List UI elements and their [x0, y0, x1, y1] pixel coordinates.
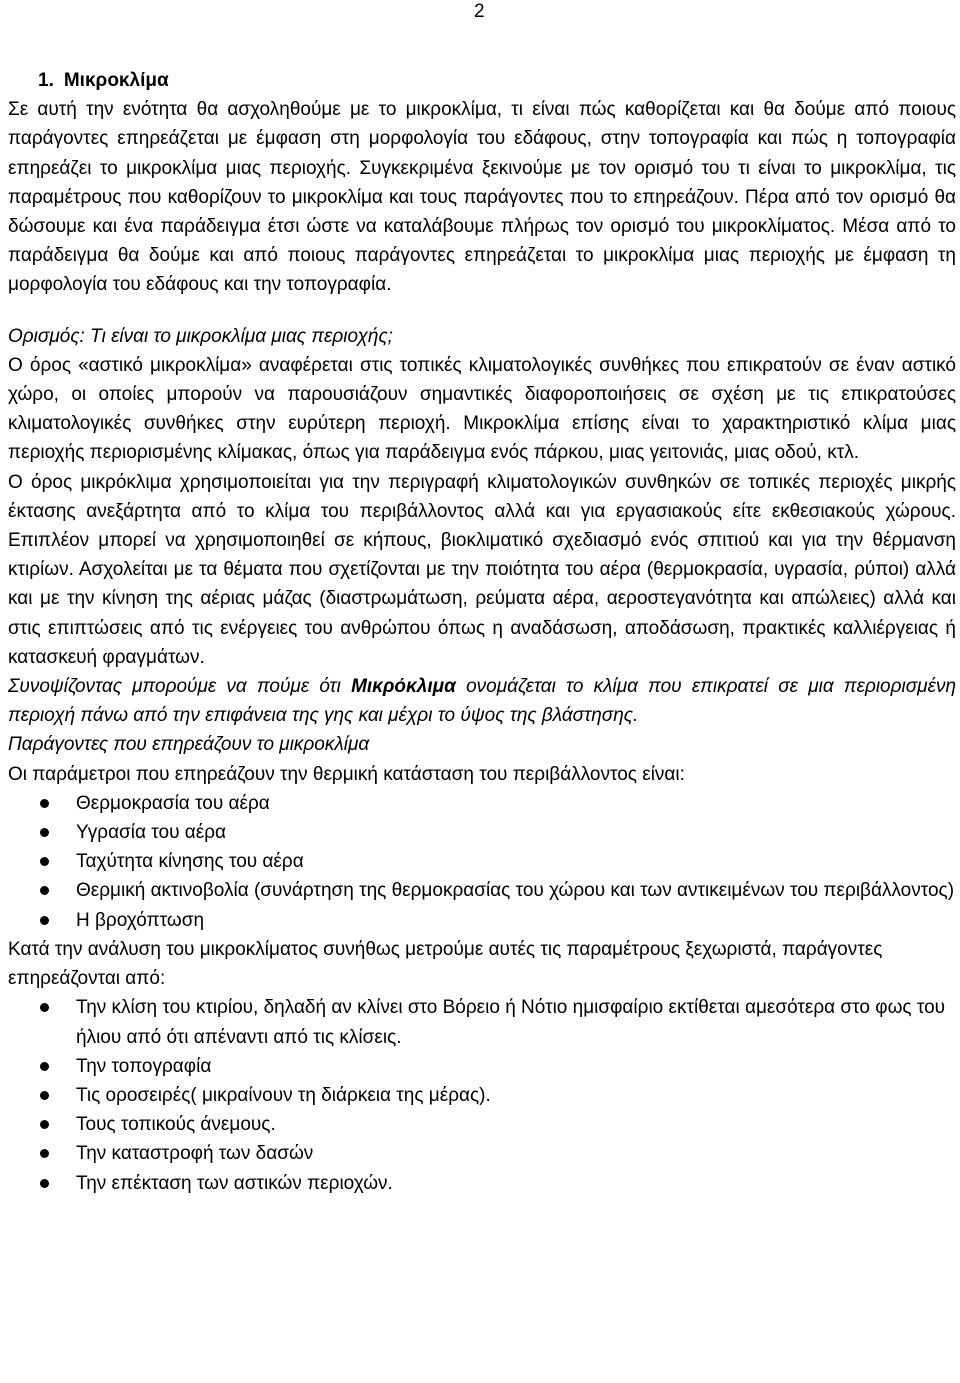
definition-paragraph-1: Ο όρος «αστικό μικροκλίμα» αναφέρεται στις τοπικές κλιματολογικές συνθήκες που επικρατούν σε έναν αστικό χώρο, οι οποίες μπορούν να παρουσιάζουν σημαντικές διαφοροποιήσεις σε σχέση με τις επικρατούσες κλιματολογικές συνθήκες στην ευρύτερη περιοχή. Μικροκλίμα επίσης είναι το χαρακτηριστικό κλίμα μιας περιοχής περιορισμένης κλίμακας, όπως για παράδειγμα ενός πάρκου, μιας γειτονιάς, μιας οδού, κτλ.	[8, 354, 956, 464]
paragraph-spacer	[8, 300, 956, 322]
list-item: Τους τοπικούς άνεμους.	[8, 1110, 956, 1139]
factors-intro: Οι παράμετροι που επηρεάζουν την θερμική κατάσταση του περιβάλλοντος είναι:	[8, 763, 685, 785]
factors-heading: Παράγοντες που επηρεάζουν το μικροκλίμα	[8, 734, 370, 756]
definition-paragraph-2: Ο όρος μικρόκλιμα χρησιμοποιείται για την περιγραφή κλιματολογικών συνθηκών σε τοπικές περιοχές μικρής έκτασης ανεξάρτητα από το κλίμα του περιβάλλοντος αλλά και για εργασιακούς είτε εκθεσιακούς χώρους. Επιπλέον μπορεί να χρησιμοποιηθεί σε κήπους, βιοκλιματικό σχεδιασμό ενός σπιτιού και για την θέρμανση κτιρίων. Ασχολείται με τα θέματα που σχετίζονται με την ποιότητα του αέρα (θερμοκρασία, υγρασία, ρύποι) αλλά και με την κίνηση της αέριας μάζας (διαστρωμάτωση, ρεύματα αέρα, αεροστεγανότητα και απώλειες) αλλά και στις επιπτώσεις από τις ενέργειες του ανθρώπου όπως η αναδάσωση, αποδάσωση, πρακτικές καλλιέργειας ή κατασκευή φραγμάτων.	[8, 471, 956, 668]
list-item: Την επέκταση των αστικών περιοχών.	[8, 1169, 956, 1198]
section-title: Μικροκλίμα	[63, 70, 169, 91]
list-item: Τις οροσειρές( μικραίνουν τη διάρκεια της μέρας).	[8, 1081, 956, 1110]
list-item: Θερμοκρασία του αέρα	[8, 789, 956, 818]
summary-text-after: ονομάζεται το κλίμα που επικρατεί σε μια περιορισμένη περιοχή πάνω από την επιφάνεια της γης και μέχρι το ύψος της βλάστησης.	[8, 676, 956, 727]
intro-paragraph: Σε αυτή την ενότητα θα ασχοληθούμε με το μικροκλίμα, τι είναι πώς καθορίζεται και θα δούμε από ποιους παράγοντες επηρεάζεται με έμφαση στη μορφολογία του εδάφους, στην τοπογραφία και πώς η τοπογραφία επηρεάζει το μικροκλίμα μιας περιοχής. Συγκεκριμένα ξεκινούμε με τον ορισμό του τι είναι το μικροκλίμα, τις παραμέτρους που καθορίζουν το μικροκλίμα και τους παράγοντες που το επηρεάζουν. Πέρα από τον ορισμό θα δώσουμε και ένα παράδειγμα έτσι ώστε να καταλάβουμε πλήρως τον ορισμό του μικροκλίματος. Μέσα από το παράδειγμα θα δούμε και από ποιους παράγοντες επηρεάζεται το μικροκλίμα μιας περιοχής με έμφαση τη μορφολογία του εδάφους και την τοπογραφία.	[8, 99, 956, 296]
list-item: Την κλίση του κτιρίου, δηλαδή αν κλίνει στο Βόρειο ή Νότιο ημισφαίριο εκτίθεται αμεσότερα στο φως του ήλιου από ότι απέναντι από τις κλίσεις.	[8, 993, 956, 1051]
influences-list	[8, 993, 956, 1197]
list-item: Η βροχόπτωση	[8, 906, 956, 935]
summary-paragraph	[8, 672, 956, 730]
list-item: Υγρασία του αέρα	[8, 818, 956, 847]
summary-text-before: Συνοψίζοντας μπορούμε να πούμε ότι	[8, 676, 352, 698]
definition-heading: Ορισμός: Τι είναι το μικροκλίμα μιας περιοχής;	[8, 325, 393, 347]
document-body	[8, 66, 956, 1198]
list-item: Θερμική ακτινοβολία (συνάρτηση της θερμοκρασίας του χώρου και των αντικειμένων του περιβάλλοντος)	[8, 876, 956, 905]
section-number: 1.	[38, 70, 54, 91]
section-heading	[38, 66, 956, 95]
analysis-intro: Κατά την ανάλυση του μικροκλίματος συνήθως μετρούμε αυτές τις παραμέτρους ξεχωριστά, παράγοντες επηρεάζονται από:	[8, 938, 883, 990]
list-item: Την καταστροφή των δασών	[8, 1139, 956, 1168]
list-item: Ταχύτητα κίνησης του αέρα	[8, 847, 956, 876]
summary-term: Μικρόκλιμα	[351, 676, 456, 698]
list-item: Την τοπογραφία	[8, 1052, 956, 1081]
parameters-list	[8, 789, 956, 935]
page-number: 2	[474, 1, 485, 22]
